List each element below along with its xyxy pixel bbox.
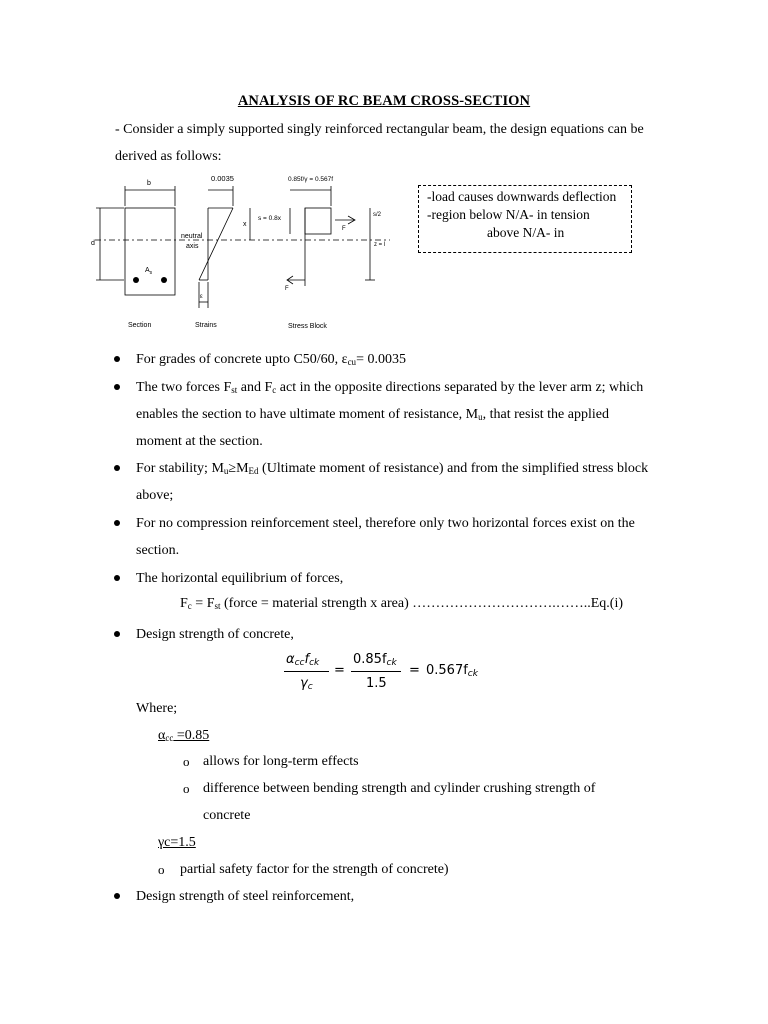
formula-eq-2: = xyxy=(409,663,420,678)
formula-den-2: 1.5 xyxy=(366,676,387,691)
rebar-right xyxy=(161,277,167,283)
fraction-bar-1 xyxy=(284,671,329,672)
label-b: b xyxy=(147,180,151,187)
bullet-2-line-3: moment at the section. xyxy=(136,434,263,449)
bullet-1: For grades of concrete upto C50/60, $\varepsilon_{cu}= 0.0035$ xyxy=(136,352,406,367)
label-s: s = 0.8x xyxy=(258,215,281,222)
bullet-dot xyxy=(113,384,121,392)
note-line-3: above N/A- in xyxy=(487,225,565,240)
note-line-2: -region below N/A- in tension xyxy=(427,207,590,222)
note-line-1: -load causes downwards deflection xyxy=(427,189,617,204)
gamma-note: partial safety factor for the strength of concrete) xyxy=(180,862,449,877)
alpha-cc-label: $\alpha_{cc} =0.85$ xyxy=(158,728,210,743)
label-s2: s/2 xyxy=(373,212,382,218)
alpha-note-2-line-1: difference between bending strength and cylinder crushing strength of xyxy=(203,781,596,796)
sub-bullet-circle: o xyxy=(158,862,165,877)
bullet-4-line-2: section. xyxy=(136,543,180,558)
bullet-2-line-1: The two forces $F_{st}$ and $F_c$ act in the opposite directions separated by the lever arm z; which xyxy=(136,380,644,395)
formula-num-1: $\alpha_{cc}f_{ck}$ xyxy=(286,652,320,668)
equilibrium-equation: $F_c = F_{st}$ (force = material strength x area) ………………………….……..Eq.(i) xyxy=(180,596,624,611)
bullet-4-line-1: For no compression reinforcement steel, therefore only two horizontal forces exist on the xyxy=(136,516,635,531)
label-axis: axis xyxy=(186,243,199,250)
label-stress-top: 0.85f/γ = 0.567f xyxy=(288,176,334,183)
label-as: $A_s$ xyxy=(145,267,153,276)
label-strain-top: 0.0035 xyxy=(211,174,234,183)
note-box xyxy=(418,185,632,253)
caption-stress-block: Stress Block xyxy=(288,323,327,330)
bullet-7: Design strength of steel reinforcement, xyxy=(136,889,355,904)
bullet-dot xyxy=(113,575,121,583)
bullet-5: The horizontal equilibrium of forces, xyxy=(136,571,344,586)
caption-section: Section xyxy=(128,322,152,329)
sub-bullet-circle: o xyxy=(183,781,190,796)
label-z: z = l xyxy=(374,242,386,248)
fraction-bar-2 xyxy=(351,671,401,672)
alpha-note-1: allows for long-term effects xyxy=(203,754,359,769)
caption-strains: Strains xyxy=(195,322,217,329)
bullet-dot xyxy=(113,631,121,639)
formula-result: $0.567f_{ck}$ xyxy=(426,663,478,679)
rebar-left xyxy=(133,277,139,283)
bullet-dot xyxy=(113,356,121,364)
label-x: x xyxy=(243,221,247,228)
bullet-dot xyxy=(113,520,121,528)
section-rect xyxy=(125,208,175,295)
intro-line-2: derived as follows: xyxy=(115,149,222,164)
bullet-3-line-1: For stability; $M_u\ge M_{Ed}$ (Ultimate moment of resistance) and from the simplified stress block xyxy=(136,461,649,476)
page-title: ANALYSIS OF RC BEAM CROSS-SECTION xyxy=(237,93,531,109)
beam-section-diagram xyxy=(90,168,400,340)
bullet-dot xyxy=(113,465,121,473)
label-neutral: neutral xyxy=(181,233,203,240)
sub-bullet-circle: o xyxy=(183,754,190,769)
gamma-c-label: γc=1.5 xyxy=(158,835,196,850)
bullet-dot xyxy=(113,893,121,901)
formula-eq-1: = xyxy=(334,663,345,678)
intro-line-1: - Consider a simply supported singly reinforced rectangular beam, the design equations can be xyxy=(115,122,644,137)
label-fcc: F xyxy=(342,226,346,232)
where-label: Where; xyxy=(136,701,178,716)
bullet-3-line-2: above; xyxy=(136,488,174,503)
alpha-note-2-line-2: concrete xyxy=(203,808,251,823)
formula-den-1: $\gamma_c$ xyxy=(300,676,313,692)
label-d: d xyxy=(91,240,95,247)
bullet-6: Design strength of concrete, xyxy=(136,627,294,642)
formula-num-2: $0.85f_{ck}$ xyxy=(353,652,397,668)
label-fst: F xyxy=(285,286,289,292)
label-eps-st: ε xyxy=(200,294,203,300)
bullet-2-line-2: enables the section to have ultimate moment of resistance, $M_u$, that resist the applied xyxy=(136,407,609,422)
